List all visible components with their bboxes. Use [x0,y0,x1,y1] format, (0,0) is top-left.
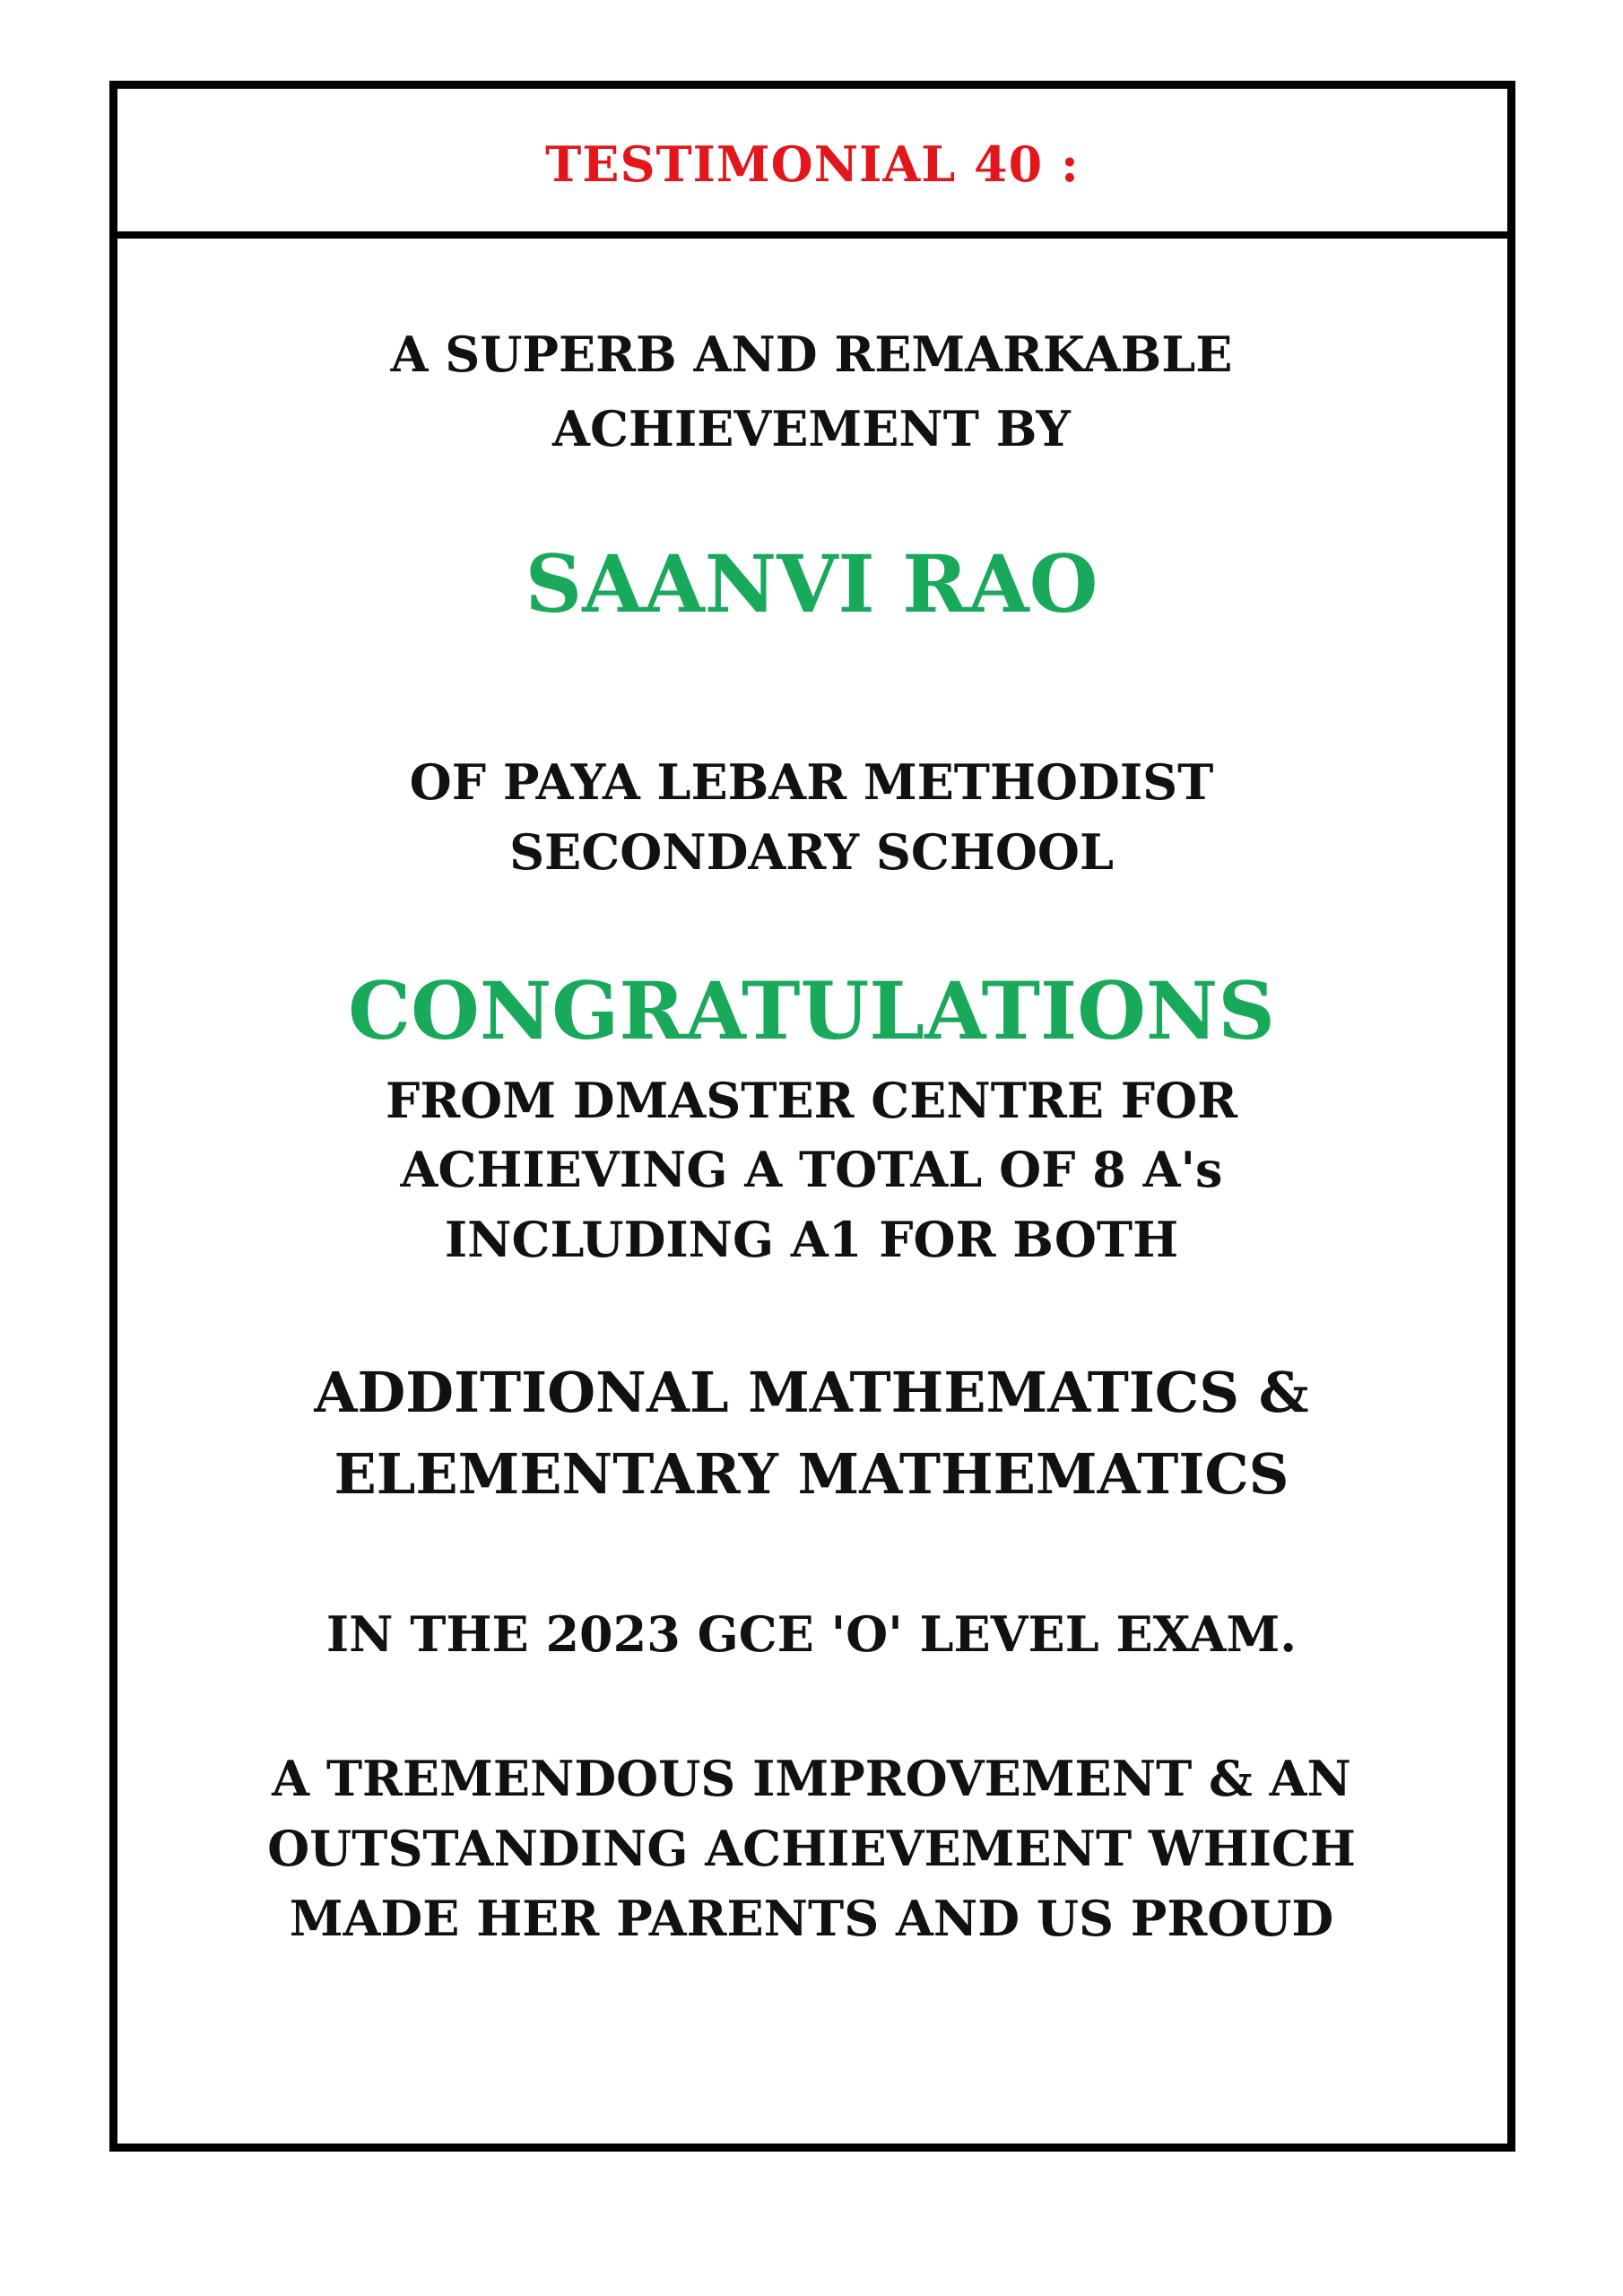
closing-line-1: A TREMENDOUS IMPROVEMENT & AN [272,1750,1351,1807]
message-line-3: INCLUDING A1 FOR BOTH [444,1211,1179,1268]
student-name: SAANVI RAO [525,537,1098,631]
message-line-2: ACHIEVING A TOTAL OF 8 A's [400,1141,1223,1198]
testimonial-title: TESTIMONIAL 40 : [545,135,1080,193]
intro-line-2: ACHIEVEMENT BY [552,400,1071,457]
intro-line-1: A SUPERB AND REMARKABLE [390,326,1233,383]
school-line-1: OF PAYA LEBAR METHODIST [409,753,1214,811]
message-line-1: FROM DMASTER CENTRE FOR [385,1072,1238,1129]
exam-line: IN THE 2023 GCE 'O' LEVEL EXAM. [325,1605,1298,1663]
school-line-2: SECONDARY SCHOOL [509,823,1114,881]
closing-line-3: MADE HER PARENTS AND US PROUD [289,1890,1334,1947]
congratulations-heading: CONGRATULATIONS [348,964,1275,1057]
subjects-line-1: ADDITIONAL MATHEMATICS & [314,1360,1309,1425]
subjects-line-2: ELEMENTARY MATHEMATICS [334,1441,1289,1507]
header-box [117,89,1507,239]
closing-line-2: OUTSTANDING ACHIEVEMENT WHICH [267,1820,1356,1877]
